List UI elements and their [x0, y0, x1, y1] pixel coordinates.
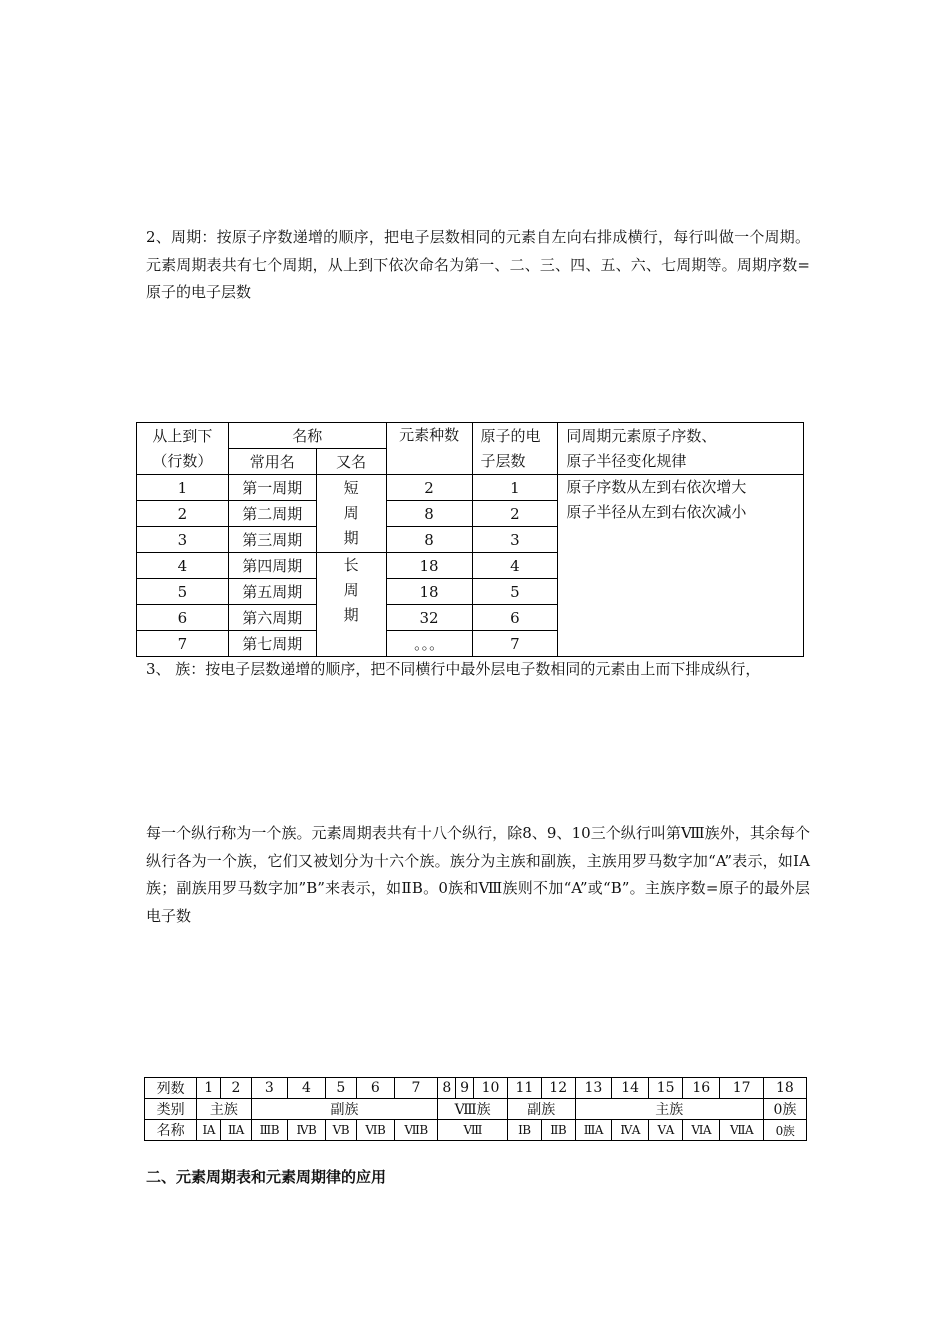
- group-name: ⅡA: [221, 1120, 251, 1141]
- column-number: 3: [251, 1078, 288, 1099]
- column-number: 14: [612, 1078, 649, 1099]
- header-rows-line1: 从上到下: [152, 426, 213, 445]
- row-element-count: 8: [386, 501, 472, 527]
- header-alias: 又名: [316, 449, 386, 475]
- trend-atomic-number: 原子序数从左到右依次增大: [566, 478, 747, 496]
- column-number: 5: [325, 1078, 356, 1099]
- column-number: 17: [720, 1078, 763, 1099]
- column-number: 1: [197, 1078, 221, 1099]
- group-name: ⅥA: [683, 1120, 720, 1141]
- row-element-count: 32: [386, 605, 472, 631]
- group-table: [144, 1077, 807, 1141]
- row-element-count: 18: [386, 579, 472, 605]
- category-group-viii: Ⅷ族: [438, 1099, 508, 1120]
- period-table: [136, 422, 804, 657]
- group-name: ⅠB: [507, 1120, 541, 1141]
- row-shell-count: 1: [472, 475, 558, 501]
- header-count: [386, 423, 472, 475]
- column-number: 4: [288, 1078, 325, 1099]
- alias-char: 周: [343, 504, 359, 522]
- row-period-name: 第四周期: [228, 553, 316, 579]
- group-definition-continued: 每一个纵行称为一个族。元素周期表共有十八个纵行，除8、9、10三个纵行叫第Ⅷ族外，其余每个纵行各为一个族，它们又被划分为十六个族。族分为主族和副族，主族用罗马数字加“A”表示，如ⅠA族；副族用罗马数字加”B”来表示，如ⅡB。0族和Ⅷ族则不加“A”或“B”。主族序数=原子的最外层电子数: [146, 824, 810, 925]
- group-name: ⅣA: [612, 1120, 649, 1141]
- row-period-name: 第七周期: [228, 631, 316, 657]
- header-shells-line2: 子层数: [480, 451, 526, 470]
- alias-char: 短: [343, 479, 359, 497]
- group-name: ⅦA: [720, 1120, 763, 1141]
- column-number: 13: [575, 1078, 611, 1099]
- group-category-row: [145, 1099, 807, 1120]
- category-zero-group: 0族: [763, 1099, 806, 1120]
- alias-char: 期: [343, 606, 359, 624]
- group-name-row: [145, 1120, 807, 1141]
- group-name: ⅥB: [357, 1120, 395, 1141]
- row-period-name: 第五周期: [228, 579, 316, 605]
- group-definition-start: 3、 族：按电子层数递增的顺序，把不同横行中最外层电子数相同的元素由上而下排成纵行，: [146, 660, 761, 678]
- group-columns-row: [145, 1078, 807, 1099]
- row-shell-count: 4: [472, 553, 558, 579]
- group-name: ⅦB: [394, 1120, 438, 1141]
- trend-atomic-radius: 原子半径从左到右依次减小: [566, 503, 747, 521]
- row-label-columns: 列数: [145, 1078, 197, 1099]
- row-number: 3: [137, 527, 229, 553]
- table-header-row: [137, 423, 804, 449]
- row-period-name: 第二周期: [228, 501, 316, 527]
- alias-long-period: [316, 553, 386, 657]
- row-number: 6: [137, 605, 229, 631]
- row-element-count: 18: [386, 553, 472, 579]
- group-name: ⅠA: [197, 1120, 221, 1141]
- alias-char: 周: [343, 581, 359, 599]
- row-element-count: 2: [386, 475, 472, 501]
- group-name: ⅢB: [251, 1120, 288, 1141]
- column-number: 7: [394, 1078, 438, 1099]
- table-row: [137, 475, 804, 501]
- group-name: ⅡB: [541, 1120, 575, 1141]
- header-common-name: 常用名: [228, 449, 316, 475]
- header-trend: [558, 423, 804, 475]
- column-number: 2: [221, 1078, 251, 1099]
- column-number: 16: [683, 1078, 720, 1099]
- row-shell-count: 2: [472, 501, 558, 527]
- group-name: Ⅷ: [438, 1120, 508, 1141]
- row-number: 1: [137, 475, 229, 501]
- row-number: 4: [137, 553, 229, 579]
- group-name: ⅢA: [575, 1120, 611, 1141]
- row-shell-count: 6: [472, 605, 558, 631]
- column-number: 15: [649, 1078, 683, 1099]
- alias-char: 期: [343, 529, 359, 547]
- row-number: 5: [137, 579, 229, 605]
- header-shells-line1: 原子的电: [480, 426, 541, 445]
- column-number: 12: [541, 1078, 575, 1099]
- header-trend-line2: 原子半径变化规律: [566, 451, 687, 470]
- group-name: 0族: [763, 1120, 806, 1141]
- row-shell-count: 5: [472, 579, 558, 605]
- alias-short-period: [316, 475, 386, 553]
- trend-cell: [558, 475, 804, 657]
- category-main-group: 主族: [197, 1099, 251, 1120]
- row-element-count: 。。。: [386, 631, 472, 657]
- header-trend-line1: 同周期元素原子序数、: [566, 426, 717, 445]
- header-rows: [137, 423, 229, 475]
- column-number: 10: [474, 1078, 508, 1099]
- category-sub-group: 副族: [251, 1099, 438, 1120]
- category-main-group: 主族: [575, 1099, 763, 1120]
- header-shells: [472, 423, 558, 475]
- header-count-text: 元素种数: [399, 426, 460, 444]
- header-rows-line2: （行数）: [152, 451, 213, 470]
- column-number: 18: [763, 1078, 806, 1099]
- row-label-name: 名称: [145, 1120, 197, 1141]
- row-shell-count: 7: [472, 631, 558, 657]
- row-shell-count: 3: [472, 527, 558, 553]
- row-number: 7: [137, 631, 229, 657]
- group-name: ⅤA: [649, 1120, 683, 1141]
- column-number: 11: [507, 1078, 541, 1099]
- group-name: ⅣB: [288, 1120, 325, 1141]
- period-definition: 2、周期：按原子序数递增的顺序，把电子层数相同的元素自左向右排成横行，每行叫做一个周期。元素周期表共有七个周期，从上到下依次命名为第一、二、三、四、五、六、七周期等。周期序数=原子的电子层数: [146, 228, 810, 301]
- row-number: 2: [137, 501, 229, 527]
- alias-char: 长: [343, 556, 359, 574]
- header-name: 名称: [228, 423, 386, 449]
- section-heading: 二、元素周期表和元素周期律的应用: [146, 1168, 387, 1186]
- column-number: 6: [357, 1078, 395, 1099]
- row-element-count: 8: [386, 527, 472, 553]
- column-number: 8: [438, 1078, 456, 1099]
- category-sub-group: 副族: [507, 1099, 575, 1120]
- group-name: ⅤB: [325, 1120, 356, 1141]
- row-period-name: 第六周期: [228, 605, 316, 631]
- row-period-name: 第一周期: [228, 475, 316, 501]
- row-label-category: 类别: [145, 1099, 197, 1120]
- row-period-name: 第三周期: [228, 527, 316, 553]
- column-number: 9: [456, 1078, 474, 1099]
